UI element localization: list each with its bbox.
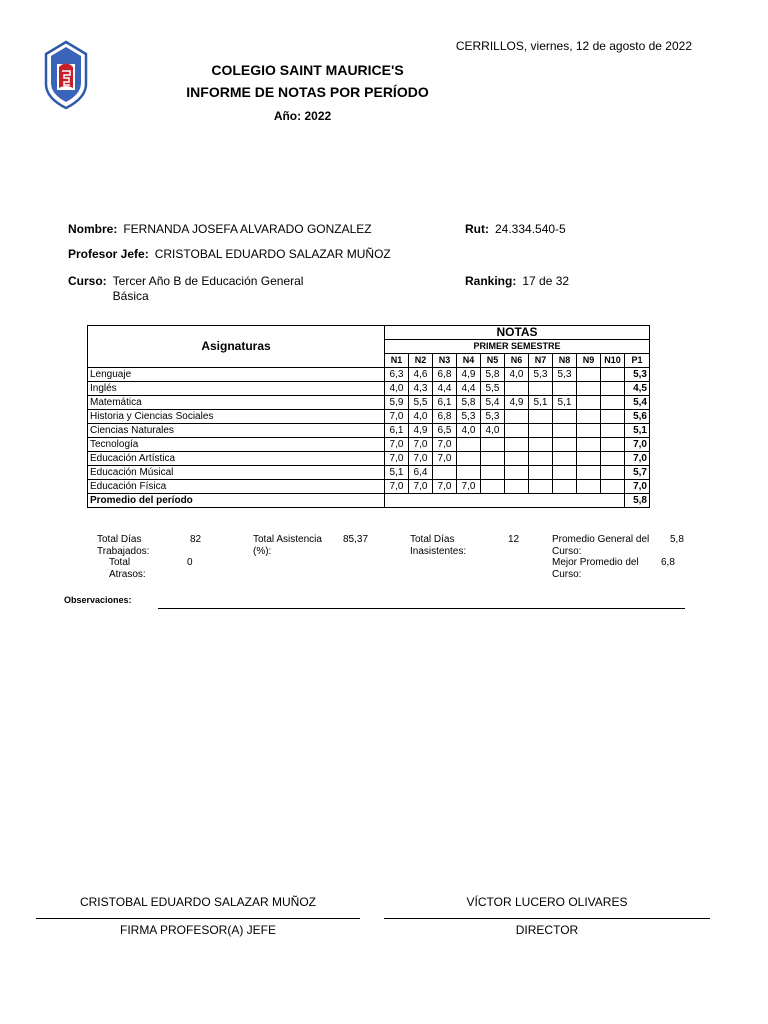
grade-cell (529, 480, 553, 494)
grade-cell (601, 438, 625, 452)
grade-cell (553, 382, 577, 396)
grade-cell (553, 480, 577, 494)
ranking-row (465, 274, 569, 288)
grades-table (87, 325, 650, 508)
grade-cell: 7,0 (409, 480, 433, 494)
subject-name: Historia y Ciencias Sociales (88, 410, 385, 424)
grade-cell (553, 438, 577, 452)
director-signature-role: DIRECTOR (515, 923, 579, 937)
best-avg-value: 6,8 (661, 557, 675, 568)
grade-cell: 5,1 (553, 396, 577, 410)
grade-cell (577, 396, 601, 410)
grade-cell (577, 382, 601, 396)
column-header-n10: N10 (601, 354, 625, 368)
grade-cell (505, 452, 529, 466)
grade-cell: 4,0 (409, 410, 433, 424)
grade-cell: 4,0 (481, 424, 505, 438)
grade-cell (457, 438, 481, 452)
grade-cell: 7,0 (433, 480, 457, 494)
table-row (88, 382, 650, 396)
total-days-label: Total Días Trabajados: (97, 534, 150, 557)
grade-cell (529, 466, 553, 480)
period-average-spacer (385, 494, 625, 508)
grade-cell: 5,3 (553, 368, 577, 382)
grade-cell (601, 410, 625, 424)
grade-cell (505, 424, 529, 438)
teacher-row (68, 247, 391, 261)
course-label: Curso: (68, 274, 107, 288)
table-row (88, 452, 650, 466)
column-header-n9: N9 (577, 354, 601, 368)
grade-cell (529, 424, 553, 438)
grade-cell: 4,9 (505, 396, 529, 410)
grade-cell: 5,1 (529, 396, 553, 410)
table-row (88, 466, 650, 480)
grade-cell (601, 424, 625, 438)
director-signature-line (384, 918, 710, 919)
grade-cell: 6,4 (409, 466, 433, 480)
attendance-value: 85,37 (343, 534, 369, 545)
grade-cell: 6,1 (385, 424, 409, 438)
grade-cell (481, 438, 505, 452)
column-header-n3: N3 (433, 354, 457, 368)
year-value: 2022 (304, 109, 332, 123)
column-header-n7: N7 (529, 354, 553, 368)
column-header-n2: N2 (409, 354, 433, 368)
grade-cell (553, 410, 577, 424)
date-line: CERRILLOS, viernes, 12 de agosto de 2022 (455, 39, 692, 53)
column-header-n1: N1 (385, 354, 409, 368)
grade-cell: 5,5 (409, 396, 433, 410)
late-label: Total Atrasos: (109, 557, 146, 580)
subject-name: Educación Física (88, 480, 385, 494)
ranking-value: 17 de 32 (522, 274, 570, 288)
grade-cell (529, 438, 553, 452)
grade-cell (601, 368, 625, 382)
grade-cell: 4,9 (409, 424, 433, 438)
grade-cell: 6,3 (385, 368, 409, 382)
table-row (88, 438, 650, 452)
ranking-label: Ranking: (465, 274, 517, 288)
grade-cell: 5,3 (457, 410, 481, 424)
subject-average: 5,4 (625, 396, 650, 410)
rut-row (465, 222, 566, 236)
grade-cell: 4,6 (409, 368, 433, 382)
subject-name: Lenguaje (88, 368, 385, 382)
grade-cell: 7,0 (409, 438, 433, 452)
subjects-header: Asignaturas (88, 326, 385, 368)
subject-name: Inglés (88, 382, 385, 396)
grade-cell (505, 438, 529, 452)
grade-cell: 4,9 (457, 368, 481, 382)
grade-cell (481, 480, 505, 494)
grade-cell (577, 368, 601, 382)
grade-cell: 4,4 (457, 382, 481, 396)
grade-cell (601, 480, 625, 494)
period-average-row (88, 494, 650, 508)
grade-cell: 4,0 (505, 368, 529, 382)
grade-cell (481, 452, 505, 466)
course-avg-label: Promedio General del Curso: (552, 534, 650, 557)
subject-name: Matemática (88, 396, 385, 410)
teacher-signature-role: FIRMA PROFESOR(A) JEFE (119, 923, 276, 937)
column-header-n8: N8 (553, 354, 577, 368)
grade-cell: 4,0 (457, 424, 481, 438)
grade-cell (505, 410, 529, 424)
subject-average: 7,0 (625, 438, 650, 452)
table-row (88, 424, 650, 438)
column-header-n6: N6 (505, 354, 529, 368)
grade-cell: 4,3 (409, 382, 433, 396)
grade-cell: 5,8 (481, 368, 505, 382)
rut-label: Rut: (465, 222, 489, 236)
grade-cell (601, 452, 625, 466)
subject-average: 7,0 (625, 480, 650, 494)
subject-average: 7,0 (625, 452, 650, 466)
table-row (88, 410, 650, 424)
period-average-label: Promedio del período (88, 494, 385, 508)
grade-cell (577, 410, 601, 424)
grade-cell (601, 466, 625, 480)
teacher-signature-name: CRISTOBAL EDUARDO SALAZAR MUÑOZ (79, 895, 317, 909)
grade-cell: 5,3 (529, 368, 553, 382)
total-days-value: 82 (190, 534, 202, 545)
subject-name: Educación Músical (88, 466, 385, 480)
attendance-label: Total Asistencia (%): (253, 534, 322, 557)
grade-cell (457, 452, 481, 466)
grade-cell: 4,0 (385, 382, 409, 396)
column-header-n4: N4 (457, 354, 481, 368)
notas-header: NOTAS (385, 326, 650, 340)
subject-average: 4,5 (625, 382, 650, 396)
grade-cell: 5,8 (457, 396, 481, 410)
director-signature-name: VÍCTOR LUCERO OLIVARES (466, 895, 628, 909)
grade-cell: 7,0 (409, 452, 433, 466)
grade-cell (601, 396, 625, 410)
table-row (88, 480, 650, 494)
grade-cell (577, 466, 601, 480)
grade-cell (577, 452, 601, 466)
grade-cell: 6,1 (433, 396, 457, 410)
teacher-signature-line (36, 918, 360, 919)
grade-cell (577, 424, 601, 438)
grade-cell (553, 466, 577, 480)
table-row (88, 368, 650, 382)
grade-cell (457, 466, 481, 480)
subject-name: Educación Artística (88, 452, 385, 466)
grade-cell (529, 452, 553, 466)
subject-average: 5,3 (625, 368, 650, 382)
absences-label: Total Días Inasistentes: (410, 534, 467, 557)
grade-cell: 7,0 (433, 452, 457, 466)
table-row (88, 396, 650, 410)
period-average-value: 5,8 (625, 494, 650, 508)
grade-cell (601, 382, 625, 396)
grade-cell (505, 480, 529, 494)
grade-cell (433, 466, 457, 480)
grade-cell: 5,9 (385, 396, 409, 410)
subject-average: 5,7 (625, 466, 650, 480)
course-avg-value: 5,8 (670, 534, 684, 545)
grade-cell (577, 480, 601, 494)
rut-value: 24.334.540-5 (495, 222, 566, 236)
student-name-row (68, 222, 372, 236)
grade-cell (505, 382, 529, 396)
grade-cell: 7,0 (457, 480, 481, 494)
grade-cell: 7,0 (385, 452, 409, 466)
grade-cell (553, 452, 577, 466)
column-header-n5: N5 (481, 354, 505, 368)
grade-cell: 6,8 (433, 410, 457, 424)
name-label: Nombre: (68, 222, 118, 236)
year-label: Año: (273, 109, 302, 123)
grade-cell (553, 424, 577, 438)
subject-average: 5,1 (625, 424, 650, 438)
grade-cell: 7,0 (385, 438, 409, 452)
school-name: COLEGIO SAINT MAURICE'S (211, 62, 404, 78)
grade-cell: 5,5 (481, 382, 505, 396)
grade-cell: 7,0 (433, 438, 457, 452)
column-header-p1: P1 (625, 354, 650, 368)
observations-label: Observaciones: (64, 595, 132, 605)
grade-cell: 5,3 (481, 410, 505, 424)
grade-cell: 5,4 (481, 396, 505, 410)
grade-cell: 6,5 (433, 424, 457, 438)
grade-cell (481, 466, 505, 480)
report-year (0, 109, 605, 123)
semester-header: PRIMER SEMESTRE (385, 340, 650, 354)
subject-name: Ciencias Naturales (88, 424, 385, 438)
grade-cell: 6,8 (433, 368, 457, 382)
teacher-label: Profesor Jefe: (68, 247, 149, 261)
observations-line (158, 608, 685, 609)
course-row (68, 274, 323, 304)
subject-average: 5,6 (625, 410, 650, 424)
student-name: FERNANDA JOSEFA ALVARADO GONZALEZ (123, 222, 372, 236)
grade-cell: 5,1 (385, 466, 409, 480)
subject-name: Tecnología (88, 438, 385, 452)
grade-cell: 7,0 (385, 480, 409, 494)
absences-value: 12 (508, 534, 520, 545)
grade-cell (529, 410, 553, 424)
grade-cell: 4,4 (433, 382, 457, 396)
late-value: 0 (187, 557, 193, 568)
course-value: Tercer Año B de Educación General Básica (112, 274, 304, 303)
grade-cell: 7,0 (385, 410, 409, 424)
grade-cell (577, 438, 601, 452)
teacher-name: CRISTOBAL EDUARDO SALAZAR MUÑOZ (154, 247, 391, 261)
report-title: INFORME DE NOTAS POR PERÍODO (186, 84, 429, 100)
best-avg-label: Mejor Promedio del Curso: (552, 557, 639, 580)
grade-cell (505, 466, 529, 480)
grade-cell (529, 382, 553, 396)
